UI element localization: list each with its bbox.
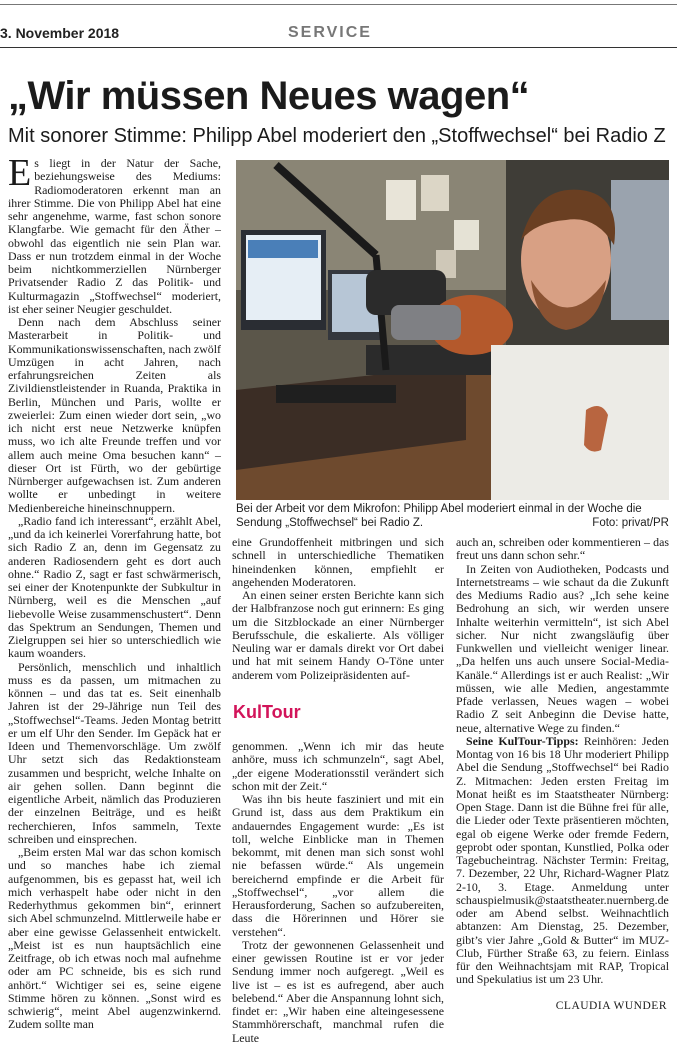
paragraph: genommen. „Wenn ich mir das heute anhöre, muss ich schmunzeln“, sagt Abel, „der eigene Moderationsstil verändert sich schon mit der Zeit.“ (232, 739, 444, 793)
header-rule (0, 47, 677, 48)
paragraph: Was ihn bis heute fasziniert und mit ein Grund ist, dass aus dem Praktikum ein andauerndes Engagement wurde: „Es ist toll, welche Einblicke man in Themen bekommt, mit denen man sich sonst wohl nie befassen würde.“ Als ungemein bereichernd empfinde er die Arbeit für „Stoffwechsel“, „vor allem die Herausforderung, Sachen so aufzubereiten, dass die Hörerinnen und Hörer sie verstehen“. (232, 792, 444, 939)
photo-credit: Foto: privat/PR (592, 517, 669, 529)
article-column-2-bottom (232, 740, 444, 1045)
paragraph: eine Grundoffenheit mitbringen und sich schnell in unterschiedliche Thematiken hineindenken können, empfiehlt er angehenden Moderatoren. (232, 535, 444, 589)
tips-paragraph: Seine KulTour-Tipps: Reinhören: Jeden Montag von 16 bis 18 Uhr moderiert Philipp Abel die Sendung „Stoffwechsel“ bei Radio Z. Mitmachen: Jeden ersten Freitag im Monat heißt es im Staatstheater Nürnberg: Open Stage. Dann ist die Bühne frei für alle, die Lieder oder Texte präsentieren möchten, egal ob eigene Werke oder fremde Federn, geprobt oder spontan, Kunstlied, Polka oder Tagebucheintrag. Nächster Termin: Freitag, 7. Dezember, 22 Uhr, Richard-Wagner Platz 2-10, 3. Etage. Anmeldung unter schauspielmusik@staatstheater.nuernberg.de oder am Abend selbst. Weihnachtlich abtanzen: Am Dienstag, 25. Dezember, gibt’s vier Jahre „Gold & Butter“ im MUZ-Club, Fürther Straße 63, zu feiern. Einlass für den Weihnachtsjam mit RAP, Tropical und Spekulatius ist um 23 Uhr. (456, 733, 669, 987)
paragraph: Trotz der gewonnenen Gelassenheit und einer gewissen Routine ist er vor jeder Sendung immer noch aufgeregt. „Weil es live ist – es ist es aufregend, aber auch belebend.“ Aber die Anspannung lohnt sich, findet er: „Wir haben eine alteingesessene Stammhörerschaft, manchmal rufen die Leute (232, 937, 444, 1045)
kultour-logo: KulTour (233, 702, 301, 722)
paragraph: auch an, schreiben oder kommentieren – das freut uns dann schon sehr.“ (456, 535, 669, 563)
page-header (0, 0, 677, 50)
article-column-1 (8, 152, 221, 1032)
tips-label: Seine KulTour-Tipps: (466, 733, 579, 748)
article-photo (236, 160, 669, 500)
headline: „Wir müssen Neues wagen“ (8, 74, 530, 118)
author-name: CLAUDIA WUNDER (555, 1000, 667, 1012)
paragraph: „Radio fand ich interessant“, erzählt Abel, „und da ich keinerlei Vorerfahrung hatte, bot sich Radio Z an, denn im Gegensatz zu anderen Radiosendern geht es dort auch ohne.“ Radio Z, sagt er fast schwärmerisch, sei einer der Knotenpunkte der Subkultur in Nürnberg, weil es die Menschen „auf liebevolle Weise zusammenschustert“. Denn das Spektrum an Sendungen, Themen und Zielgruppen sei hier so unterschiedlich wie kaum woanders. (8, 513, 221, 661)
article-column-2-top (232, 536, 444, 682)
photo-caption: Bei der Arbeit vor dem Mikrofon: Philipp Abel moderiert einmal in der Woche die Sendung „Stoffwechsel“ bei Radio Z. Foto: privat/PR (236, 503, 669, 529)
paragraph: „Beim ersten Mal war das schon komisch und so manches habe ich ziemal aufgenommen, bis es gepasst hat, weil ich mich verhaspelt habe oder nicht in den Rederhythmus gekommen bin“, erinnert sich Abel schmunzelnd. Mittlerweile habe er aber eine gewisse Gelassenheit entwickelt. „Meist ist es nun hauptsächlich eine Zeitfrage, ob ich etwas noch mal aufnehme oder am PC schneide, bis es sich rund anhört.“ Wichtiger sei es, seine eigene Stimme hören zu können. „Sonst wird es schwierig“, meint Abel augenzwinkernd. Zudem sollte man (8, 845, 221, 1032)
issue-date: 3. November 2018 (0, 25, 120, 41)
section-title: SERVICE (288, 24, 372, 41)
paragraph: In Zeiten von Audiotheken, Podcasts und Internetstreams – wie schaut da die Zukunft des Mediums Radio aus? „Ich sehe keine Bedrohung an sich, wir werden unsere Inhalte weiterhin vermitteln“, ist sich Abel sicher. Nur nicht zwangsläufig über Funkwellen und vielleicht weniger linear. „Da helfen uns auch unsere Social-Media-Kanäle.“ Allerdings ist er auch Realist: „Wir müssen, wie alle Medien, angestammte Pfade verlassen, Neues wagen – wobei Radio Z seit Anbeginn die Devise hatte, neue, alternative Wege zu finden.“ (456, 561, 669, 735)
paragraph: Denn nach dem Abschluss seiner Masterarbeit in Politik- und Kommunikationswissenschaften, nach zwölf Umzügen in acht Jahren, nach erfahrungsreichen Zeiten als Zivildienstleistender in Ruanda, Praktika in Berlin, München und Paris, wollte er zweierlei: Zum einen wieder dort sein, „wo ich nicht erst neue Netzwerke knüpfen muss, wo ich alte Freunde treffen und vor allem auch meine Oma besuchen kann“ – dieser Ort ist Fürth, wo der gebürtige Nürnberger aufgewachsen ist. Zum anderen wollte er unbedingt in weitere Medienbereiche hineinschnuppern. (8, 315, 221, 515)
article-column-3 (456, 536, 669, 987)
drop-cap: E (8, 152, 32, 194)
top-rule (0, 4, 677, 5)
paragraph: Persönlich, menschlich und inhaltlich muss es da passen, um mitmachen zu können – und das tat es. Seit einenhalb Jahren ist der 29-Jährige nun Teil des „Stoffwechsel“-Teams. Jeden Montag betritt er um elf Uhr den Sender. Im Gepäck hat er Ideen und Themenvorschläge. Um zwölf Uhr setzt sich das Redaktionsteam zusammen und bespricht, welche Inhalte on air gehen sollen. Dann beginnt die eigentliche Arbeit, nämlich das Produzieren der einzelnen Beiträge, und es heißt recherchieren, Infos sammeln, Texte schreiben und einsprechen. (8, 659, 221, 846)
paragraph: An einen seiner ersten Berichte kann sich der Halbfranzose noch gut erinnern: Es ging um die Sitzblockade an einer Nürnberger Berufsschule, die eskalierte. Als völliger Neuling war er damals direkt vor Ort dabei und hat mit seinem Handy O-Töne unter anderem vom Polizeipräsidenten auf- (232, 588, 444, 682)
subheadline: Mit sonorer Stimme: Philipp Abel moderiert den „Stoffwechsel“ bei Radio Z (8, 125, 666, 147)
paragraph: Es liegt in der Natur der Sache, beziehungsweise des Mediums: Radiomoderatoren erkennt man an ihrer Stimme. Die von Philipp Abel hat eine sehr angenehme, warme, fast schon sonore Klangfarbe. Wie gemacht für den Äther – obwohl das eigentlich nie sein Plan war. Dass er nun trotzdem einmal in der Woche beim nichtkommerziellen Nürnberger Privatsender Radio Z das Politik- und Kulturmagazin „Stoffwechsel“ moderiert, ist eher seiner Neugier geschuldet. (8, 152, 221, 316)
